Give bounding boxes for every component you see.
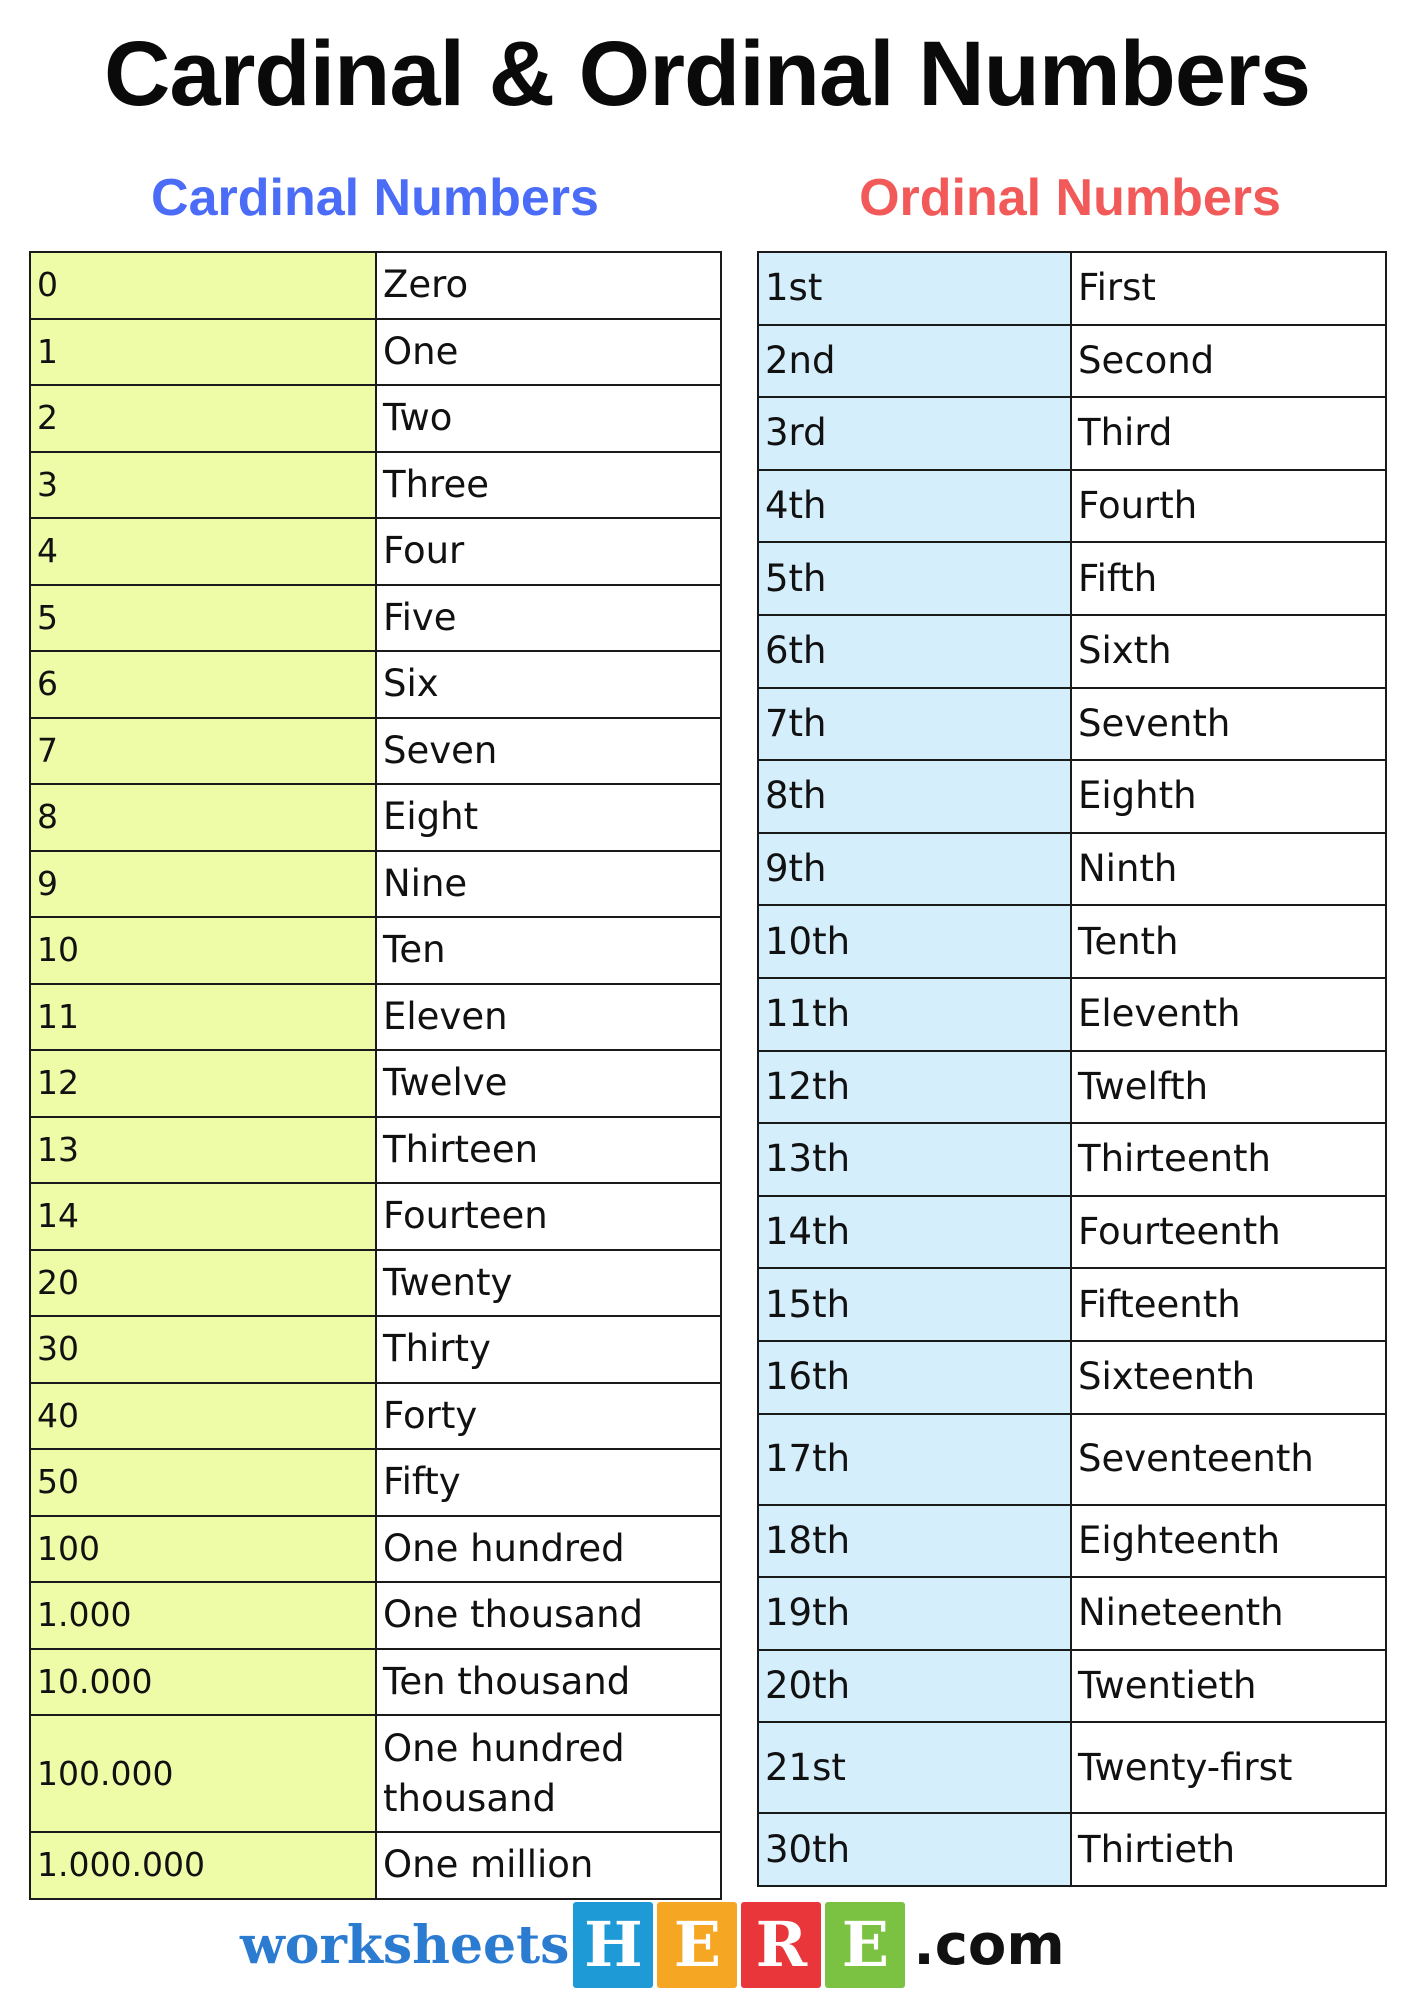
table-row bbox=[30, 385, 721, 452]
table-row bbox=[758, 760, 1386, 833]
table-row bbox=[30, 1832, 721, 1899]
word-cell: Fourteenth bbox=[1071, 1196, 1386, 1269]
word-cell: Thirtieth bbox=[1071, 1813, 1386, 1886]
table-row bbox=[758, 1268, 1386, 1341]
number-cell: 3 bbox=[30, 452, 376, 519]
number-cell: 2nd bbox=[758, 325, 1071, 398]
word-cell: Four bbox=[376, 518, 721, 585]
word-cell: Ten bbox=[376, 917, 721, 984]
word-cell: Twentieth bbox=[1071, 1650, 1386, 1723]
word-cell: Three bbox=[376, 452, 721, 519]
word-cell: Nineteenth bbox=[1071, 1577, 1386, 1650]
number-cell: 100.000 bbox=[30, 1715, 376, 1832]
table-row bbox=[30, 784, 721, 851]
number-cell: 12th bbox=[758, 1051, 1071, 1124]
number-cell: 14 bbox=[30, 1183, 376, 1250]
table-row bbox=[758, 615, 1386, 688]
number-cell: 7th bbox=[758, 688, 1071, 761]
number-cell: 8 bbox=[30, 784, 376, 851]
table-row bbox=[758, 1414, 1386, 1505]
word-cell: Ten thousand bbox=[376, 1649, 721, 1716]
table-row bbox=[758, 833, 1386, 906]
table-row bbox=[758, 470, 1386, 543]
table-row bbox=[30, 984, 721, 1051]
number-cell: 2 bbox=[30, 385, 376, 452]
word-cell: Eighteenth bbox=[1071, 1505, 1386, 1578]
number-cell: 50 bbox=[30, 1449, 376, 1516]
table-row bbox=[758, 1123, 1386, 1196]
table-row bbox=[30, 1316, 721, 1383]
number-cell: 6th bbox=[758, 615, 1071, 688]
number-cell: 5th bbox=[758, 542, 1071, 615]
logo-tile: R bbox=[741, 1902, 821, 1988]
logo-suffix: .com bbox=[913, 1912, 1065, 1978]
word-cell: One hundred bbox=[376, 1516, 721, 1583]
word-cell: Twelve bbox=[376, 1050, 721, 1117]
word-cell: Fourth bbox=[1071, 470, 1386, 543]
word-cell: One thousand bbox=[376, 1582, 721, 1649]
word-cell: Second bbox=[1071, 325, 1386, 398]
number-cell: 11th bbox=[758, 978, 1071, 1051]
word-cell: Fifteenth bbox=[1071, 1268, 1386, 1341]
word-cell: Fifty bbox=[376, 1449, 721, 1516]
word-cell: Thirteen bbox=[376, 1117, 721, 1184]
word-cell: Six bbox=[376, 651, 721, 718]
table-row bbox=[758, 1577, 1386, 1650]
number-cell: 11 bbox=[30, 984, 376, 1051]
word-cell: Forty bbox=[376, 1383, 721, 1450]
number-cell: 9 bbox=[30, 851, 376, 918]
table-row bbox=[758, 1341, 1386, 1414]
word-cell: Tenth bbox=[1071, 905, 1386, 978]
logo-tile: E bbox=[825, 1902, 905, 1988]
number-cell: 20 bbox=[30, 1250, 376, 1317]
word-cell: One hundred thousand bbox=[376, 1715, 721, 1832]
number-cell: 16th bbox=[758, 1341, 1071, 1414]
number-cell: 10th bbox=[758, 905, 1071, 978]
number-cell: 7 bbox=[30, 718, 376, 785]
word-cell: One bbox=[376, 319, 721, 386]
word-cell: Seventh bbox=[1071, 688, 1386, 761]
table-row bbox=[30, 917, 721, 984]
table-row bbox=[758, 325, 1386, 398]
logo-prefix: worksheets bbox=[240, 1914, 570, 1976]
word-cell: Thirteenth bbox=[1071, 1123, 1386, 1196]
number-cell: 12 bbox=[30, 1050, 376, 1117]
number-cell: 5 bbox=[30, 585, 376, 652]
number-cell: 19th bbox=[758, 1577, 1071, 1650]
table-row bbox=[758, 1196, 1386, 1269]
table-row bbox=[758, 397, 1386, 470]
table-row bbox=[30, 1383, 721, 1450]
table-row bbox=[30, 1516, 721, 1583]
table-row bbox=[30, 718, 721, 785]
number-cell: 6 bbox=[30, 651, 376, 718]
word-cell: Nine bbox=[376, 851, 721, 918]
word-cell: First bbox=[1071, 252, 1386, 325]
number-cell: 10 bbox=[30, 917, 376, 984]
word-cell: Zero bbox=[376, 252, 721, 319]
word-cell: Seven bbox=[376, 718, 721, 785]
number-cell: 21st bbox=[758, 1722, 1071, 1813]
number-cell: 30 bbox=[30, 1316, 376, 1383]
number-cell: 1 bbox=[30, 319, 376, 386]
number-cell: 3rd bbox=[758, 397, 1071, 470]
word-cell: Twenty-first bbox=[1071, 1722, 1386, 1813]
table-row bbox=[758, 542, 1386, 615]
number-cell: 20th bbox=[758, 1650, 1071, 1723]
table-row bbox=[30, 851, 721, 918]
table-row bbox=[30, 518, 721, 585]
table-row bbox=[30, 1050, 721, 1117]
table-row bbox=[758, 252, 1386, 325]
number-cell: 8th bbox=[758, 760, 1071, 833]
word-cell: Thirty bbox=[376, 1316, 721, 1383]
number-cell: 100 bbox=[30, 1516, 376, 1583]
table-row bbox=[30, 1649, 721, 1716]
table-row bbox=[30, 1715, 721, 1832]
ordinal-table bbox=[757, 251, 1387, 1887]
table-row bbox=[30, 1117, 721, 1184]
table-row bbox=[758, 1505, 1386, 1578]
table-row bbox=[758, 1051, 1386, 1124]
number-cell: 1.000 bbox=[30, 1582, 376, 1649]
table-row bbox=[30, 585, 721, 652]
number-cell: 13th bbox=[758, 1123, 1071, 1196]
word-cell: One million bbox=[376, 1832, 721, 1899]
table-row bbox=[30, 1449, 721, 1516]
word-cell: Eleven bbox=[376, 984, 721, 1051]
cardinal-heading: Cardinal Numbers bbox=[151, 169, 599, 227]
number-cell: 15th bbox=[758, 1268, 1071, 1341]
number-cell: 0 bbox=[30, 252, 376, 319]
table-row bbox=[758, 688, 1386, 761]
word-cell: Sixteenth bbox=[1071, 1341, 1386, 1414]
word-cell: Two bbox=[376, 385, 721, 452]
number-cell: 4th bbox=[758, 470, 1071, 543]
site-logo bbox=[240, 1900, 1065, 1990]
table-row bbox=[30, 319, 721, 386]
page-title: Cardinal & Ordinal Numbers bbox=[103, 23, 1311, 125]
word-cell: Eighth bbox=[1071, 760, 1386, 833]
number-cell: 17th bbox=[758, 1414, 1071, 1505]
ordinal-heading: Ordinal Numbers bbox=[859, 169, 1281, 227]
table-row bbox=[30, 1582, 721, 1649]
word-cell: Eight bbox=[376, 784, 721, 851]
word-cell: Third bbox=[1071, 397, 1386, 470]
logo-tile: E bbox=[657, 1902, 737, 1988]
cardinal-table bbox=[29, 251, 722, 1900]
word-cell: Twelfth bbox=[1071, 1051, 1386, 1124]
number-cell: 10.000 bbox=[30, 1649, 376, 1716]
word-cell: Ninth bbox=[1071, 833, 1386, 906]
number-cell: 30th bbox=[758, 1813, 1071, 1886]
number-cell: 13 bbox=[30, 1117, 376, 1184]
word-cell: Fourteen bbox=[376, 1183, 721, 1250]
table-row bbox=[30, 452, 721, 519]
word-cell: Twenty bbox=[376, 1250, 721, 1317]
logo-tile: H bbox=[573, 1902, 653, 1988]
word-cell: Eleventh bbox=[1071, 978, 1386, 1051]
table-row bbox=[758, 978, 1386, 1051]
number-cell: 1st bbox=[758, 252, 1071, 325]
table-row bbox=[30, 1250, 721, 1317]
word-cell: Five bbox=[376, 585, 721, 652]
table-row bbox=[30, 252, 721, 319]
word-cell: Sixth bbox=[1071, 615, 1386, 688]
number-cell: 18th bbox=[758, 1505, 1071, 1578]
table-row bbox=[758, 905, 1386, 978]
table-row bbox=[30, 1183, 721, 1250]
word-cell: Seventeenth bbox=[1071, 1414, 1386, 1505]
number-cell: 4 bbox=[30, 518, 376, 585]
number-cell: 14th bbox=[758, 1196, 1071, 1269]
table-row bbox=[758, 1813, 1386, 1886]
table-row bbox=[758, 1722, 1386, 1813]
number-cell: 40 bbox=[30, 1383, 376, 1450]
word-cell: Fifth bbox=[1071, 542, 1386, 615]
table-row bbox=[758, 1650, 1386, 1723]
number-cell: 1.000.000 bbox=[30, 1832, 376, 1899]
number-cell: 9th bbox=[758, 833, 1071, 906]
table-row bbox=[30, 651, 721, 718]
